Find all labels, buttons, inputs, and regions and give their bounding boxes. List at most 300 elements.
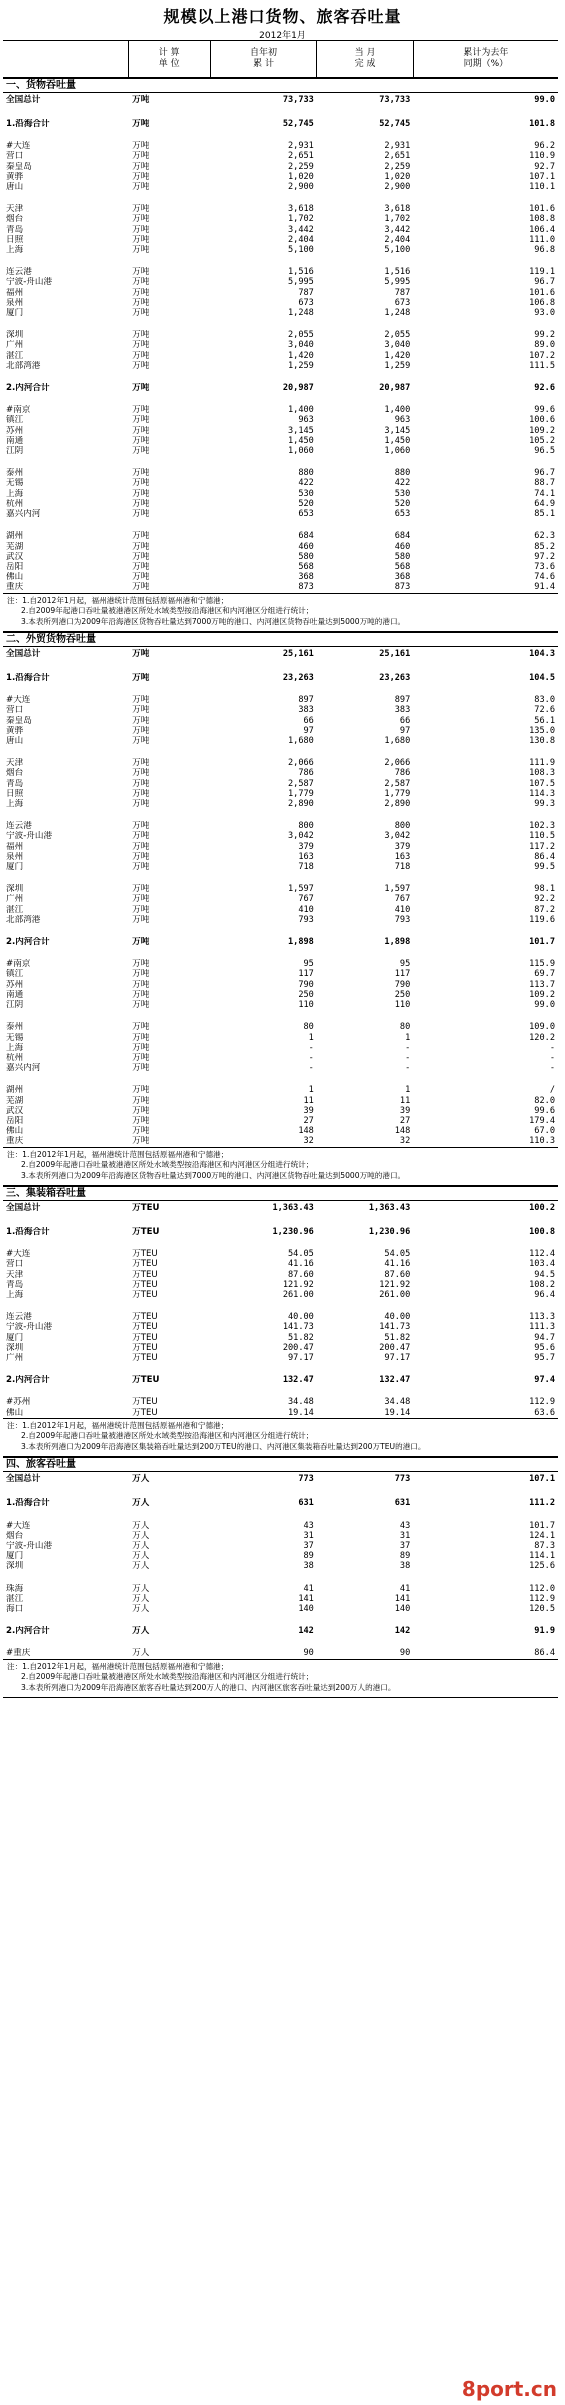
month-value: 1,020: [384, 171, 411, 182]
port-name: 连云港: [6, 1312, 32, 1323]
table-row: [3, 852, 558, 862]
spacer-cell: [3, 872, 558, 884]
month-value: 1: [405, 1032, 411, 1043]
note-line: 2.自2009年起港口吞吐量被港港区所处水域类型按沿海港区和内河港区分组进行统计；: [21, 606, 314, 616]
unit-cell: 万人: [132, 1530, 150, 1541]
port-name: 1.沿海合计: [6, 1227, 50, 1238]
table-row: [3, 1116, 558, 1126]
note-line: 3.本表所列港口为2009年沿海港区货物吞吐量达到7000万吨的港口、内河港区货物吞吐量达到5000万吨的港口。: [21, 616, 406, 626]
port-name: 1.沿海合计: [6, 673, 50, 684]
port-name: 广州: [6, 340, 24, 351]
month-value: 631: [394, 1498, 411, 1509]
unit-cell: 万人: [132, 1540, 150, 1551]
yoy-percent: 113.7: [529, 979, 555, 990]
month-value: 530: [394, 488, 411, 499]
unit-cell: 万TEU: [132, 1407, 158, 1418]
table-row: [3, 1584, 558, 1594]
yoy-percent: 112.9: [529, 1593, 555, 1604]
unit-cell: 万TEU: [132, 1353, 158, 1364]
cumulative-value: 121.92: [282, 1279, 314, 1290]
yoy-percent: 101.7: [529, 1520, 555, 1531]
table-row: [3, 277, 558, 287]
month-value: 97.17: [384, 1353, 411, 1364]
unit-cell: 万吨: [132, 673, 150, 684]
unit-cell: 万吨: [132, 330, 150, 341]
table-row: [3, 980, 558, 990]
month-value: 3,040: [384, 340, 411, 351]
yoy-percent: 115.9: [529, 959, 555, 970]
cumulative-value: 38: [303, 1561, 314, 1572]
unit-cell: 万TEU: [132, 1342, 158, 1353]
spacer-row: [3, 1237, 558, 1249]
port-name: 海口: [6, 1604, 24, 1614]
port-name: 2.内河合计: [6, 383, 50, 394]
port-name: 唐山: [6, 736, 24, 747]
table-row: [3, 915, 558, 925]
yoy-percent: 91.4: [534, 582, 555, 593]
yoy-percent: 110.9: [529, 151, 555, 162]
cumulative-value: 2,404: [287, 234, 314, 245]
port-name: #大连: [6, 1249, 31, 1260]
table-row: [3, 446, 558, 456]
yoy-percent: 104.5: [529, 673, 555, 684]
cumulative-value: 132.47: [282, 1375, 314, 1386]
month-value: 38: [399, 1561, 411, 1572]
unit-cell: 万人: [132, 1604, 150, 1614]
unit-cell: 万吨: [132, 94, 150, 105]
month-value: 41: [399, 1583, 411, 1594]
unit-cell: 万吨: [132, 959, 150, 970]
cumulative-value: 43: [303, 1520, 314, 1531]
cumulative-value: 520: [298, 498, 314, 509]
cumulative-value: 73,733: [282, 94, 314, 105]
cumulative-value: 54.05: [287, 1249, 314, 1260]
spacer-cell: [3, 746, 558, 758]
month-value: 897: [394, 695, 411, 706]
cumulative-value: 422: [298, 478, 314, 489]
spacer-cell: [3, 1300, 558, 1312]
month-value: 163: [394, 851, 411, 862]
port-name: 深圳: [6, 330, 24, 341]
cumulative-value: -: [308, 1063, 314, 1074]
port-name: 广州: [6, 1353, 24, 1364]
table-row: [3, 1626, 558, 1636]
cumulative-value: 1,898: [287, 937, 314, 948]
month-value: 27: [399, 1115, 411, 1126]
table-row: [3, 182, 558, 192]
unit-cell: 万吨: [132, 308, 150, 319]
spacer-cell: [3, 1010, 558, 1022]
port-name: 秦皇岛: [6, 161, 32, 172]
section-title-row: [3, 79, 558, 93]
month-value: 250: [394, 989, 411, 1000]
month-value: 379: [394, 841, 411, 852]
section-note: [3, 1659, 558, 1699]
month-value: 89: [399, 1551, 411, 1562]
month-value: 141: [394, 1593, 411, 1604]
month-value: 580: [394, 551, 411, 562]
table-row: [3, 1472, 558, 1487]
port-name: 上海: [6, 245, 24, 256]
column-header-row: [3, 41, 558, 78]
port-name: 2.内河合计: [6, 937, 50, 948]
yoy-percent: -: [549, 1042, 555, 1053]
table-row: [3, 1353, 558, 1363]
month-value: 718: [394, 862, 411, 873]
port-name: 重庆: [6, 1136, 24, 1147]
yoy-percent: 99.3: [534, 799, 555, 810]
yoy-percent: 74.1: [534, 488, 555, 499]
yoy-percent: 64.9: [534, 498, 555, 509]
table-row: [3, 582, 558, 592]
month-value: 1,516: [384, 267, 411, 278]
section-table: [3, 78, 558, 593]
yoy-percent: 110.1: [529, 182, 555, 193]
spacer-cell: [3, 1073, 558, 1085]
section-title: 三、集装箱吞吐量: [3, 1187, 558, 1201]
cumulative-value: 2,900: [287, 182, 314, 193]
unit-cell: 万人: [132, 1593, 150, 1604]
month-value: 110: [394, 1000, 411, 1011]
unit-cell: 万吨: [132, 778, 150, 789]
port-name: 宁波-舟山港: [6, 1540, 53, 1551]
unit-cell: 万吨: [132, 541, 150, 552]
unit-cell: 万TEU: [132, 1259, 158, 1270]
table-row: [3, 1126, 558, 1136]
table-row: [3, 225, 558, 235]
unit-cell: 万吨: [132, 831, 150, 842]
yoy-percent: 117.2: [529, 841, 555, 852]
unit-cell: 万TEU: [132, 1290, 158, 1301]
yoy-percent: 106.4: [529, 224, 555, 235]
month-value: 5,100: [384, 245, 411, 256]
table-row: [3, 768, 558, 778]
port-name: 连云港: [6, 821, 32, 832]
table-row: [3, 340, 558, 350]
unit-cell: 万吨: [132, 788, 150, 799]
unit-cell: 万吨: [132, 297, 150, 308]
note-line: 3.本表所列港口为2009年沿海港区集装箱吞吐量达到200万TEU的港口、内河港区集装箱吞吐量达到200万TEU的港口。: [21, 1441, 426, 1451]
cumulative-value: 1,020: [287, 171, 314, 182]
table-row: [3, 884, 558, 894]
spacer-cell: [3, 947, 558, 959]
port-name: 岳阳: [6, 1115, 24, 1126]
table-row: [3, 141, 558, 151]
port-name: 杭州: [6, 1052, 24, 1063]
yoy-percent: 82.0: [534, 1095, 555, 1106]
cumulative-value: 25,161: [282, 648, 314, 659]
cumulative-value: 2,587: [287, 778, 314, 789]
unit-cell: 万吨: [132, 582, 150, 593]
unit-cell: 万人: [132, 1551, 150, 1562]
month-value: 34.48: [384, 1397, 411, 1408]
spacer-row: [3, 318, 558, 330]
cumulative-value: 684: [298, 531, 314, 542]
cumulative-value: 1,779: [287, 788, 314, 799]
yoy-percent: 120.5: [529, 1604, 555, 1614]
spacer-cell: [3, 683, 558, 695]
cumulative-value: 1,680: [287, 736, 314, 747]
table-row: [3, 705, 558, 715]
spacer-cell: [3, 519, 558, 531]
unit-cell: 万吨: [132, 914, 150, 925]
port-name: 秦皇岛: [6, 715, 32, 726]
page-subtitle: 2012年1月: [259, 31, 306, 41]
month-value: 568: [394, 561, 411, 572]
yoy-percent: 108.2: [529, 1279, 555, 1290]
table-row: [3, 1375, 558, 1385]
cumulative-value: 1,363.43: [272, 1202, 314, 1213]
note-line: 3.本表所列港口为2009年沿海港区旅客吞吐量达到200万人的港口、内河港区旅客吞吐量达到200万人的港口。: [21, 1682, 396, 1692]
unit-cell: 万吨: [132, 151, 150, 162]
cumulative-value: 3,145: [287, 425, 314, 436]
spacer-cell: [3, 1363, 558, 1375]
yoy-percent: 67.0: [534, 1126, 555, 1137]
cumulative-value: 718: [298, 862, 314, 873]
unit-cell: 万吨: [132, 468, 150, 479]
yoy-percent: 100.2: [529, 1202, 555, 1213]
port-name: 厦门: [6, 862, 24, 873]
month-value: 1,450: [384, 435, 411, 446]
yoy-percent: 96.2: [534, 141, 555, 152]
spacer-cell: [3, 1215, 558, 1227]
spacer-row: [3, 1300, 558, 1312]
unit-cell: 万吨: [132, 141, 150, 152]
table-row: [3, 93, 558, 108]
cumulative-value: 23,263: [282, 673, 314, 684]
unit-cell: 万吨: [132, 435, 150, 446]
port-name: 1.沿海合计: [6, 1498, 50, 1509]
table-row: [3, 1541, 558, 1551]
month-value: 790: [394, 979, 411, 990]
yoy-percent: 93.0: [534, 308, 555, 319]
month-value: 963: [394, 415, 411, 426]
spacer-row: [3, 925, 558, 937]
month-value: 2,066: [384, 758, 411, 769]
table-row: [3, 842, 558, 852]
yoy-percent: 100.6: [529, 415, 555, 426]
yoy-percent: 92.6: [534, 383, 555, 394]
yoy-percent: 95.6: [534, 1342, 555, 1353]
yoy-percent: 135.0: [529, 725, 555, 736]
yoy-percent: 124.1: [529, 1530, 555, 1541]
month-value: 19.14: [384, 1407, 411, 1418]
port-name: #重庆: [6, 1648, 31, 1659]
yoy-percent: 119.6: [529, 914, 555, 925]
table-row: [3, 1531, 558, 1541]
cumulative-value: -: [308, 1042, 314, 1053]
unit-cell: 万吨: [132, 979, 150, 990]
spacer-row: [3, 1614, 558, 1626]
port-name: #苏州: [6, 1397, 31, 1408]
spacer-cell: [3, 371, 558, 383]
yoy-percent: 97.2: [534, 551, 555, 562]
cumulative-value: 1: [308, 1085, 314, 1096]
table-row: [3, 1594, 558, 1604]
table-row: [3, 821, 558, 831]
yoy-percent: 99.5: [534, 862, 555, 873]
yoy-percent: 114.1: [529, 1551, 555, 1562]
cumulative-value: 140: [298, 1604, 314, 1614]
spacer-row: [3, 872, 558, 884]
month-value: 66: [399, 715, 411, 726]
spacer-cell: [3, 1486, 558, 1498]
month-value: 54.05: [384, 1249, 411, 1260]
month-value: 1,597: [384, 884, 411, 895]
table-row: [3, 695, 558, 705]
cumulative-value: 34.48: [287, 1397, 314, 1408]
table-row: [3, 415, 558, 425]
yoy-percent: 96.5: [534, 446, 555, 457]
cumulative-value: 773: [298, 1474, 314, 1485]
table-row: [3, 1053, 558, 1063]
unit-cell: 万吨: [132, 969, 150, 980]
cumulative-value: 3,442: [287, 224, 314, 235]
cumulative-value: 800: [298, 821, 314, 832]
month-value: -: [405, 1063, 411, 1074]
port-name: 上海: [6, 1042, 24, 1053]
yoy-percent: 83.0: [534, 695, 555, 706]
spacer-cell: [3, 318, 558, 330]
unit-cell: 万TEU: [132, 1332, 158, 1343]
yoy-percent: 101.6: [529, 287, 555, 298]
yoy-percent: 85.1: [534, 509, 555, 520]
month-value: 5,995: [384, 277, 411, 288]
port-name: 镇江: [6, 969, 24, 980]
cumulative-value: 66: [303, 715, 314, 726]
cumulative-value: 5,995: [287, 277, 314, 288]
table-row: [3, 1136, 558, 1146]
section-title-row: [3, 1458, 558, 1472]
section-title: 一、货物吞吐量: [3, 79, 558, 93]
unit-cell: 万TEU: [132, 1375, 160, 1386]
table-row: [3, 1249, 558, 1259]
port-name: 泰州: [6, 468, 24, 479]
note-line: 2.自2009年起港口吞吐量被港港区所处水域类型按沿海港区和内河港区分组进行统计；: [21, 1160, 314, 1170]
spacer-cell: [3, 925, 558, 937]
yoy-percent: 99.2: [534, 330, 555, 341]
note-line: 注：1.自2012年1月起，福州港统计范围包括原福州港和宁德港；: [7, 1420, 229, 1430]
cumulative-value: 142: [298, 1626, 314, 1637]
table-row: [3, 990, 558, 1000]
yoy-percent: 110.5: [529, 831, 555, 842]
port-name: 杭州: [6, 498, 24, 509]
port-name: 北部湾港: [6, 914, 41, 925]
port-name: #南京: [6, 405, 31, 416]
unit-cell: 万TEU: [132, 1249, 158, 1260]
spacer-row: [3, 393, 558, 405]
yoy-percent: 89.0: [534, 340, 555, 351]
unit-cell: 万吨: [132, 705, 150, 716]
table-row: [3, 779, 558, 789]
port-name: 宁波-舟山港: [6, 277, 53, 288]
port-name: 深圳: [6, 1342, 24, 1353]
cumulative-value: 95: [303, 959, 314, 970]
port-name: 苏州: [6, 979, 24, 990]
yoy-percent: 179.4: [529, 1115, 555, 1126]
port-name: 珠海: [6, 1583, 24, 1594]
table-row: [3, 119, 558, 129]
table-row: [3, 1227, 558, 1237]
table-row: [3, 214, 558, 224]
table-row: [3, 673, 558, 683]
unit-cell: 万吨: [132, 715, 150, 726]
yoy-percent: 96.8: [534, 245, 555, 256]
cumulative-value: 5,100: [287, 245, 314, 256]
yoy-percent: 92.7: [534, 161, 555, 172]
yoy-percent: 111.0: [529, 234, 555, 245]
cumulative-value: 97: [303, 725, 314, 736]
yoy-percent: 63.6: [534, 1407, 555, 1418]
cumulative-value: 631: [298, 1498, 314, 1509]
cumulative-value: 261.00: [282, 1290, 314, 1301]
port-name: #大连: [6, 141, 31, 152]
unit-cell: 万吨: [132, 350, 150, 361]
port-name: 青岛: [6, 778, 24, 789]
unit-cell: 万吨: [132, 498, 150, 509]
cumulative-value: 97.17: [287, 1353, 314, 1364]
section-note: [3, 1418, 558, 1458]
port-name: 全国总计: [6, 1474, 41, 1485]
port-name: 泉州: [6, 297, 24, 308]
port-name: 营口: [6, 1259, 24, 1270]
unit-cell: 万吨: [132, 648, 150, 659]
month-value: 410: [394, 904, 411, 915]
cumulative-value: 786: [298, 768, 314, 779]
yoy-percent: 108.8: [529, 214, 555, 225]
port-name: 青岛: [6, 224, 24, 235]
month-value: 2,900: [384, 182, 411, 193]
unit-cell: 万吨: [132, 161, 150, 172]
spacer-row: [3, 1010, 558, 1022]
table-row: [3, 1201, 558, 1216]
cumulative-value: 410: [298, 904, 314, 915]
yoy-percent: 72.6: [534, 705, 555, 716]
table-row: [3, 862, 558, 872]
header-cumulative-text: 自年初 累 计: [250, 48, 278, 69]
cumulative-value: 793: [298, 914, 314, 925]
unit-cell: 万吨: [132, 821, 150, 832]
spacer-row: [3, 107, 558, 119]
cumulative-value: 37: [303, 1540, 314, 1551]
spacer-row: [3, 1363, 558, 1375]
table-row: [3, 308, 558, 318]
month-value: 684: [394, 531, 411, 542]
port-name: 嘉兴内河: [6, 509, 41, 520]
port-name: 宁波-舟山港: [6, 831, 53, 842]
port-name: 上海: [6, 1290, 24, 1301]
table-row: [3, 235, 558, 245]
cumulative-value: 1: [308, 1032, 314, 1043]
table-row: [3, 831, 558, 841]
header-month-text: 当 月 完 成: [354, 48, 376, 69]
cumulative-value: 897: [298, 695, 314, 706]
unit-cell: 万吨: [132, 267, 150, 278]
yoy-percent: 111.5: [529, 360, 555, 371]
month-value: 132.47: [379, 1375, 411, 1386]
cumulative-value: -: [308, 1052, 314, 1063]
table-row: [3, 204, 558, 214]
yoy-percent: 112.9: [529, 1397, 555, 1408]
cumulative-value: 2,931: [287, 141, 314, 152]
cumulative-value: 2,890: [287, 799, 314, 810]
port-name: 日照: [6, 788, 24, 799]
port-name: 天津: [6, 204, 24, 215]
yoy-percent: 112.4: [529, 1249, 555, 1260]
table-row: [3, 531, 558, 541]
yoy-percent: 69.7: [534, 969, 555, 980]
unit-cell: 万吨: [132, 287, 150, 298]
